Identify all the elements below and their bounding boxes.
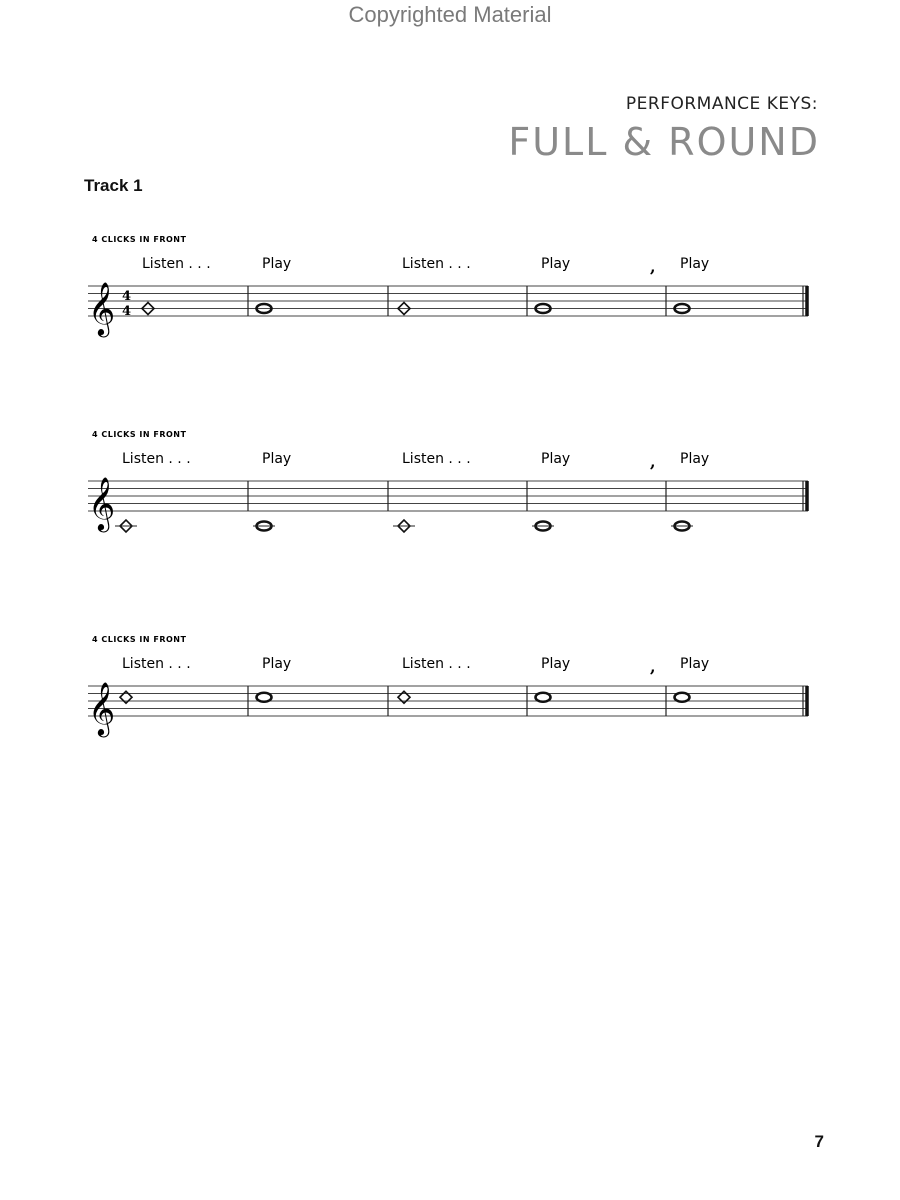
measure-label: Play [541,451,571,467]
measure-label: Play [262,656,292,672]
breath-mark: , [650,657,656,676]
section-title: FULL & ROUND [508,120,820,164]
measure-label: Play [262,256,292,272]
cue-text: 4 CLICKS IN FRONT [92,235,187,244]
staff-2 [0,415,900,555]
measure-label: Listen . . . [402,656,471,672]
breath-mark: , [650,257,656,276]
measure-label: Play [541,656,571,672]
page-number: 7 [814,1132,824,1151]
measure-label: Play [541,256,571,272]
treble-clef-icon: 𝄞 [88,281,116,335]
track-label: Track 1 [84,176,143,195]
whole-note-icon [257,693,272,702]
time-signature-bottom: 4 [122,304,132,319]
whole-note-icon [675,693,690,702]
measure-label: Listen . . . [402,451,471,467]
staff-1 [0,220,900,360]
watermark: Copyrighted Material [348,2,552,27]
measure-label: Listen . . . [122,451,191,467]
measure-label: Play [680,256,710,272]
measure-label: Listen . . . [122,656,191,672]
measure-label: Play [262,451,292,467]
treble-clef-icon: 𝄞 [88,476,116,530]
measure-label: Play [680,451,710,467]
measure-label: Listen . . . [142,256,211,272]
treble-clef-icon: 𝄞 [88,681,116,735]
breath-mark: , [650,452,656,471]
cue-text: 4 CLICKS IN FRONT [92,430,187,439]
whole-note-icon [536,693,551,702]
time-signature-top: 4 [122,289,132,304]
cue-text: 4 CLICKS IN FRONT [92,635,187,644]
measure-label: Play [680,656,710,672]
staff-3 [0,620,900,760]
section-label: PERFORMANCE KEYS: [625,94,818,114]
measure-label: Listen . . . [402,256,471,272]
